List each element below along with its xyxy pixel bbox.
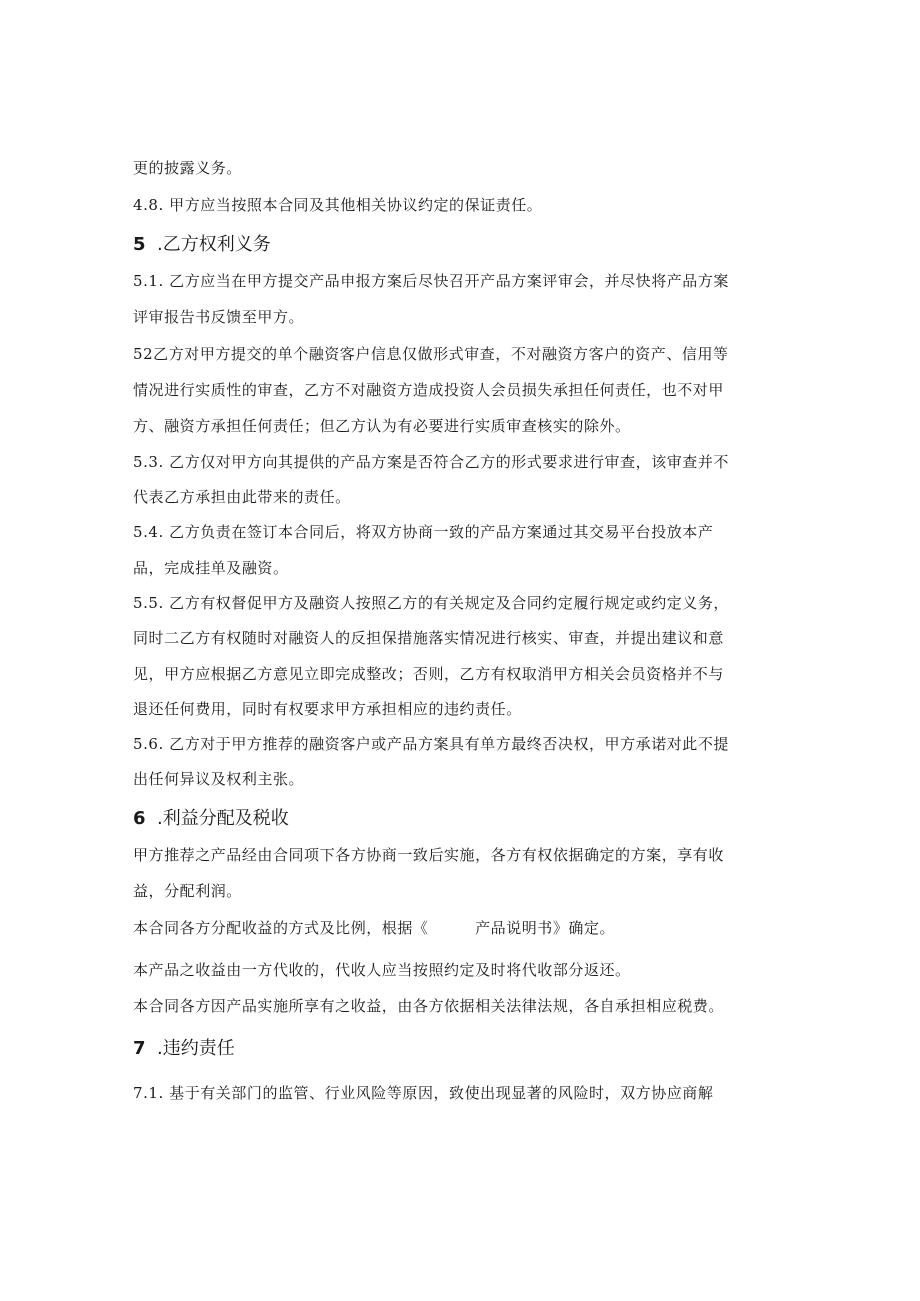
text-line: 更的披露义务。	[133, 159, 242, 177]
text-line: 退还任何费用，同时有权要求甲方承担相应的违约责任。	[133, 700, 522, 718]
text-line: 出任何异议及权利主张。	[133, 770, 305, 788]
text-line: 代表乙方承担由此带来的责任。	[133, 488, 351, 506]
section-title: .利益分配及税收	[157, 808, 289, 829]
section-heading-7	[133, 1037, 235, 1061]
text-line: 5.5. 乙方有权督促甲方及融资人按照乙方的有关规定及合同约定履行规定或约定义务，	[133, 594, 729, 612]
text-line: 甲方推荐之产品经由合同项下各方协商一致后实施，各方有权依据确定的方案，享有收	[133, 846, 724, 864]
text-line: 本合同各方分配收益的方式及比例，根据《 产品说明书》确定。	[133, 919, 616, 937]
section-title: .违约责任	[157, 1038, 235, 1059]
section-heading-6	[133, 807, 289, 831]
text-line: 情况进行实质性的审查，乙方不对融资方造成投资人会员损失承担任何责任，也不对甲	[133, 381, 724, 399]
text-line: 本合同各方因产品实施所享有之收益，由各方依据相关法律法规，各自承担相应税费。	[133, 997, 724, 1015]
text-line: 评审报告书反馈至甲方。	[133, 308, 305, 326]
text-line: 方、融资方承担任何责任；但乙方认为有必要进行实质审查核实的除外。	[133, 417, 631, 435]
section-number: 6	[133, 808, 146, 829]
text-line: 同时二乙方有权随时对融资人的反担保措施落实情况进行核实、审查，并提出建议和意	[133, 629, 724, 647]
text-line: 益，分配利润。	[133, 882, 242, 900]
text-line: 52乙方对甲方提交的单个融资客户信息仅做形式审查，不对融资方客户的资产、信用等	[133, 345, 729, 363]
section-number: 5	[133, 234, 146, 255]
section-heading-5	[133, 233, 271, 257]
text-line: 7.1. 基于有关部门的监管、行业风险等原因，致使出现显著的风险时，双方协应商解	[133, 1084, 714, 1102]
text-line: 5.6. 乙方对于甲方推荐的融资客户或产品方案具有单方最终否决权，甲方承诺对此不提	[133, 735, 729, 753]
text-line: 见，甲方应根据乙方意见立即完成整改；否则，乙方有权取消甲方相关会员资格并不与	[133, 665, 724, 683]
section-number: 7	[133, 1038, 146, 1059]
text-line: 5.4. 乙方负责在签订本合同后，将双方协商一致的产品方案通过其交易平台投放本产	[133, 523, 714, 541]
text-line: 品，完成挂单及融资。	[133, 559, 289, 577]
text-line: 4.8. 甲方应当按照本合同及其他相关协议约定的保证责任。	[133, 196, 543, 214]
section-title: .乙方权利义务	[157, 234, 271, 255]
text-line: 5.1. 乙方应当在甲方提交产品申报方案后尽快召开产品方案评审会，并尽快将产品方案	[133, 272, 729, 290]
text-line: 5.3. 乙方仅对甲方向其提供的产品方案是否符合乙方的形式要求进行审查，该审查并不	[133, 453, 729, 471]
text-line: 本产品之收益由一方代收的，代收人应当按照约定及时将代收部分返还。	[133, 961, 631, 979]
